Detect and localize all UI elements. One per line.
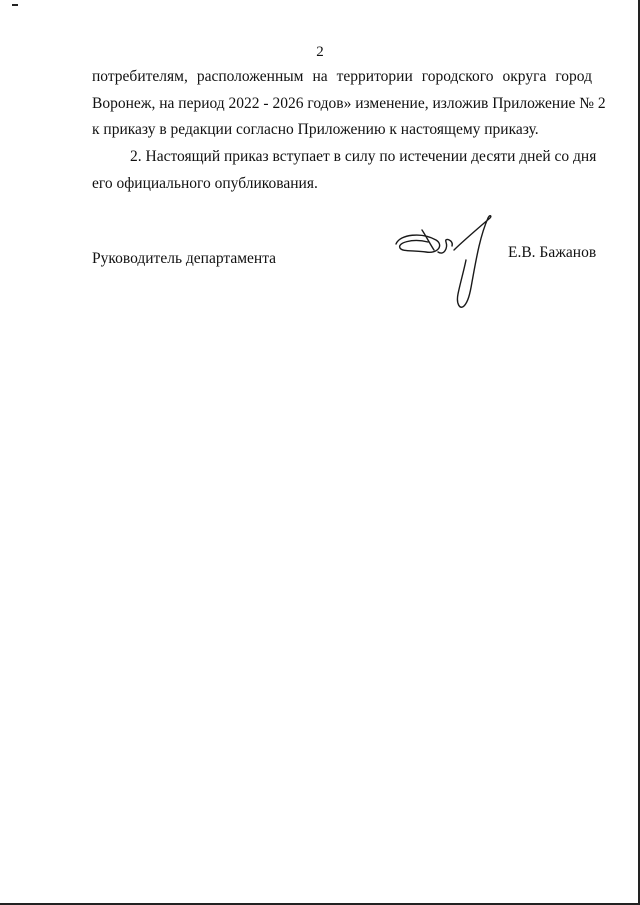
scan-corner-mark (12, 4, 18, 6)
paragraph-item-2 (92, 144, 597, 197)
paragraph-continuation (92, 64, 606, 144)
paragraph-line: 2. Настоящий приказ вступает в силу по истечении десяти дней со дня (130, 148, 597, 165)
paragraph-line: к приказу в редакции согласно Приложению к настоящему приказу. (92, 121, 539, 138)
paragraph-line: потребителям, расположенным на территории городского округа город (92, 68, 592, 85)
paragraph-line: его официального опубликования. (92, 174, 318, 192)
signer-title: Руководитель департамента (92, 250, 277, 267)
page-number: 2 (316, 44, 324, 60)
handwritten-signature (392, 212, 502, 312)
signer-name: Е.В. Бажанов (508, 244, 597, 261)
paragraph-line: Воронеж, на период 2022 - 2026 годов» изменение, изложив Приложение № 2 (92, 94, 606, 112)
